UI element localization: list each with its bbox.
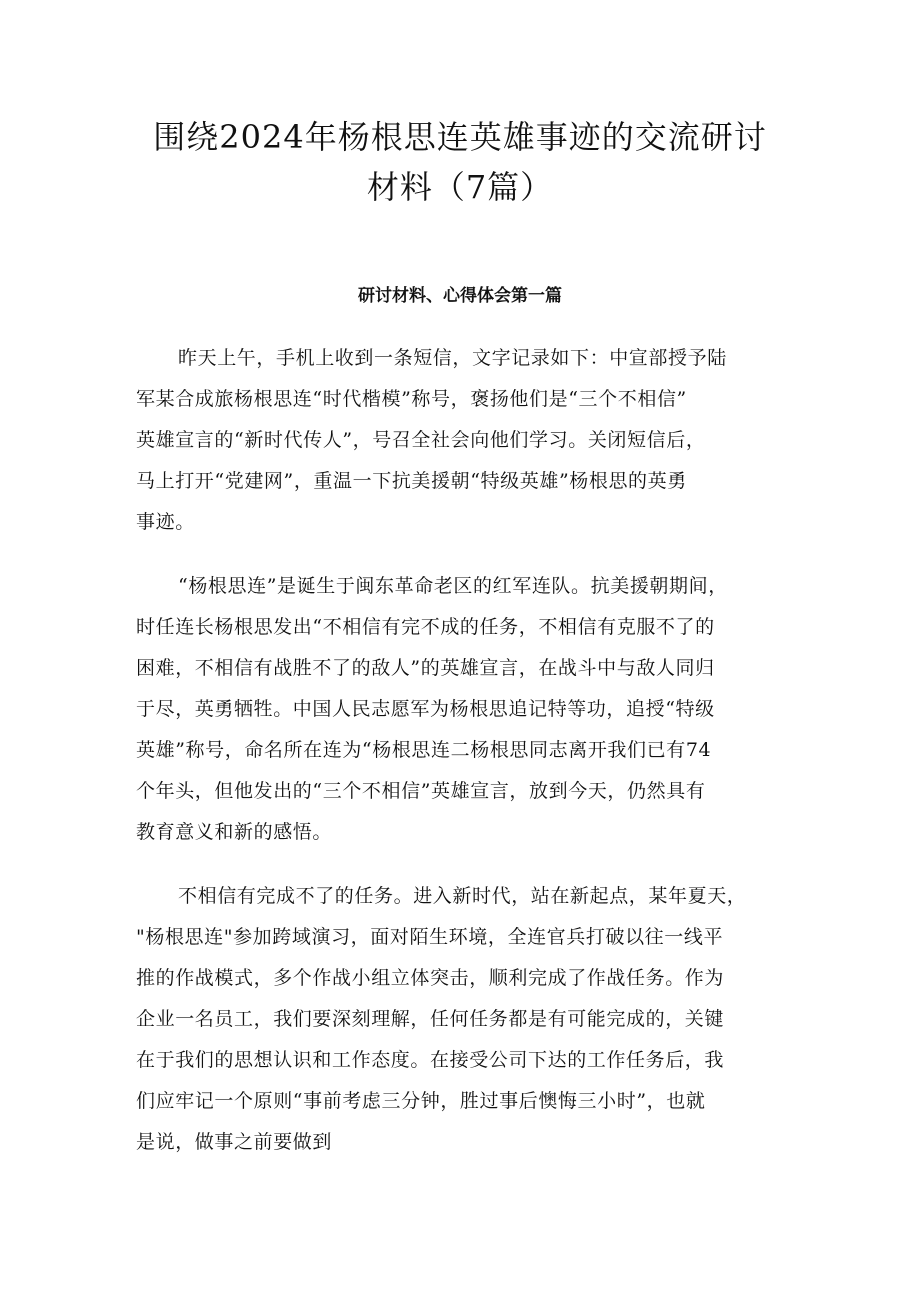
paragraph-line: 英雄宣言的“新时代传人”，号召全社会向他们学习。关闭短信后，	[136, 429, 706, 451]
paragraph-3	[136, 876, 796, 1163]
title-line-1: 围绕2024年杨根思连英雄事迹的交流研讨	[153, 118, 767, 156]
section-heading: 研讨材料、心得体会第一篇	[358, 286, 562, 306]
paragraph-line: 企业一名员工，我们要深刻理解，任何任务都是有可能完成的，关键	[136, 1008, 725, 1030]
paragraph-line: “杨根思连”是诞生于闽东革命老区的红军连队。抗美援朝期间，	[178, 575, 728, 597]
paragraph-line: 困难，不相信有战胜不了的敌人”的英雄宣言，在战斗中与敌人同归	[136, 657, 715, 679]
paragraph-line: 推的作战模式，多个作战小组立体突击，顺利完成了作战任务。作为	[136, 967, 725, 989]
paragraph-line: 个年头，但他发出的“三个不相信”英雄宣言，放到今天，仍然具有	[136, 780, 706, 802]
paragraph-line: 英雄”称号，命名所在连为“杨根思连二杨根思同志离开我们已有74	[136, 739, 712, 761]
paragraph-2	[136, 566, 796, 853]
paragraph-line: 于尽，英勇牺牲。中国人民志愿军为杨根思追记特等功，追授“特级	[136, 698, 715, 720]
paragraph-line: 事迹。	[136, 511, 195, 533]
paragraph-line: 时任连长杨根思发出“不相信有完不成的任务，不相信有克服不了的	[136, 616, 715, 638]
paragraph-1	[136, 338, 796, 543]
paragraph-line: 昨天上午，手机上收到一条短信，文字记录如下：中宣部授予陆	[178, 347, 727, 369]
paragraph-line: 不相信有完成不了的任务。进入新时代，站在新起点，某年夏天，	[178, 885, 747, 907]
paragraph-line: 马上打开“党建网”，重温一下抗美援朝“特级英雄”杨根思的英勇	[136, 470, 687, 492]
paragraph-line: 们应牢记一个原则“事前考虑三分钟，胜过事后懊悔三小时”，也就	[136, 1090, 706, 1112]
paragraph-line: 在于我们的思想认识和工作态度。在接受公司下达的工作任务后，我	[136, 1049, 725, 1071]
document-title	[120, 112, 800, 212]
paragraph-line: "杨根思连"参加跨域演习，面对陌生环境，全连官兵打破以往一线平	[136, 926, 724, 948]
paragraph-line: 教育意义和新的感悟。	[136, 821, 333, 843]
paragraph-line: 军某合成旅杨根思连“时代楷模”称号，褒扬他们是“三个不相信”	[136, 388, 687, 410]
paragraph-line: 是说，做事之前要做到	[136, 1131, 333, 1153]
title-line-2: 材料（7篇）	[366, 168, 554, 206]
